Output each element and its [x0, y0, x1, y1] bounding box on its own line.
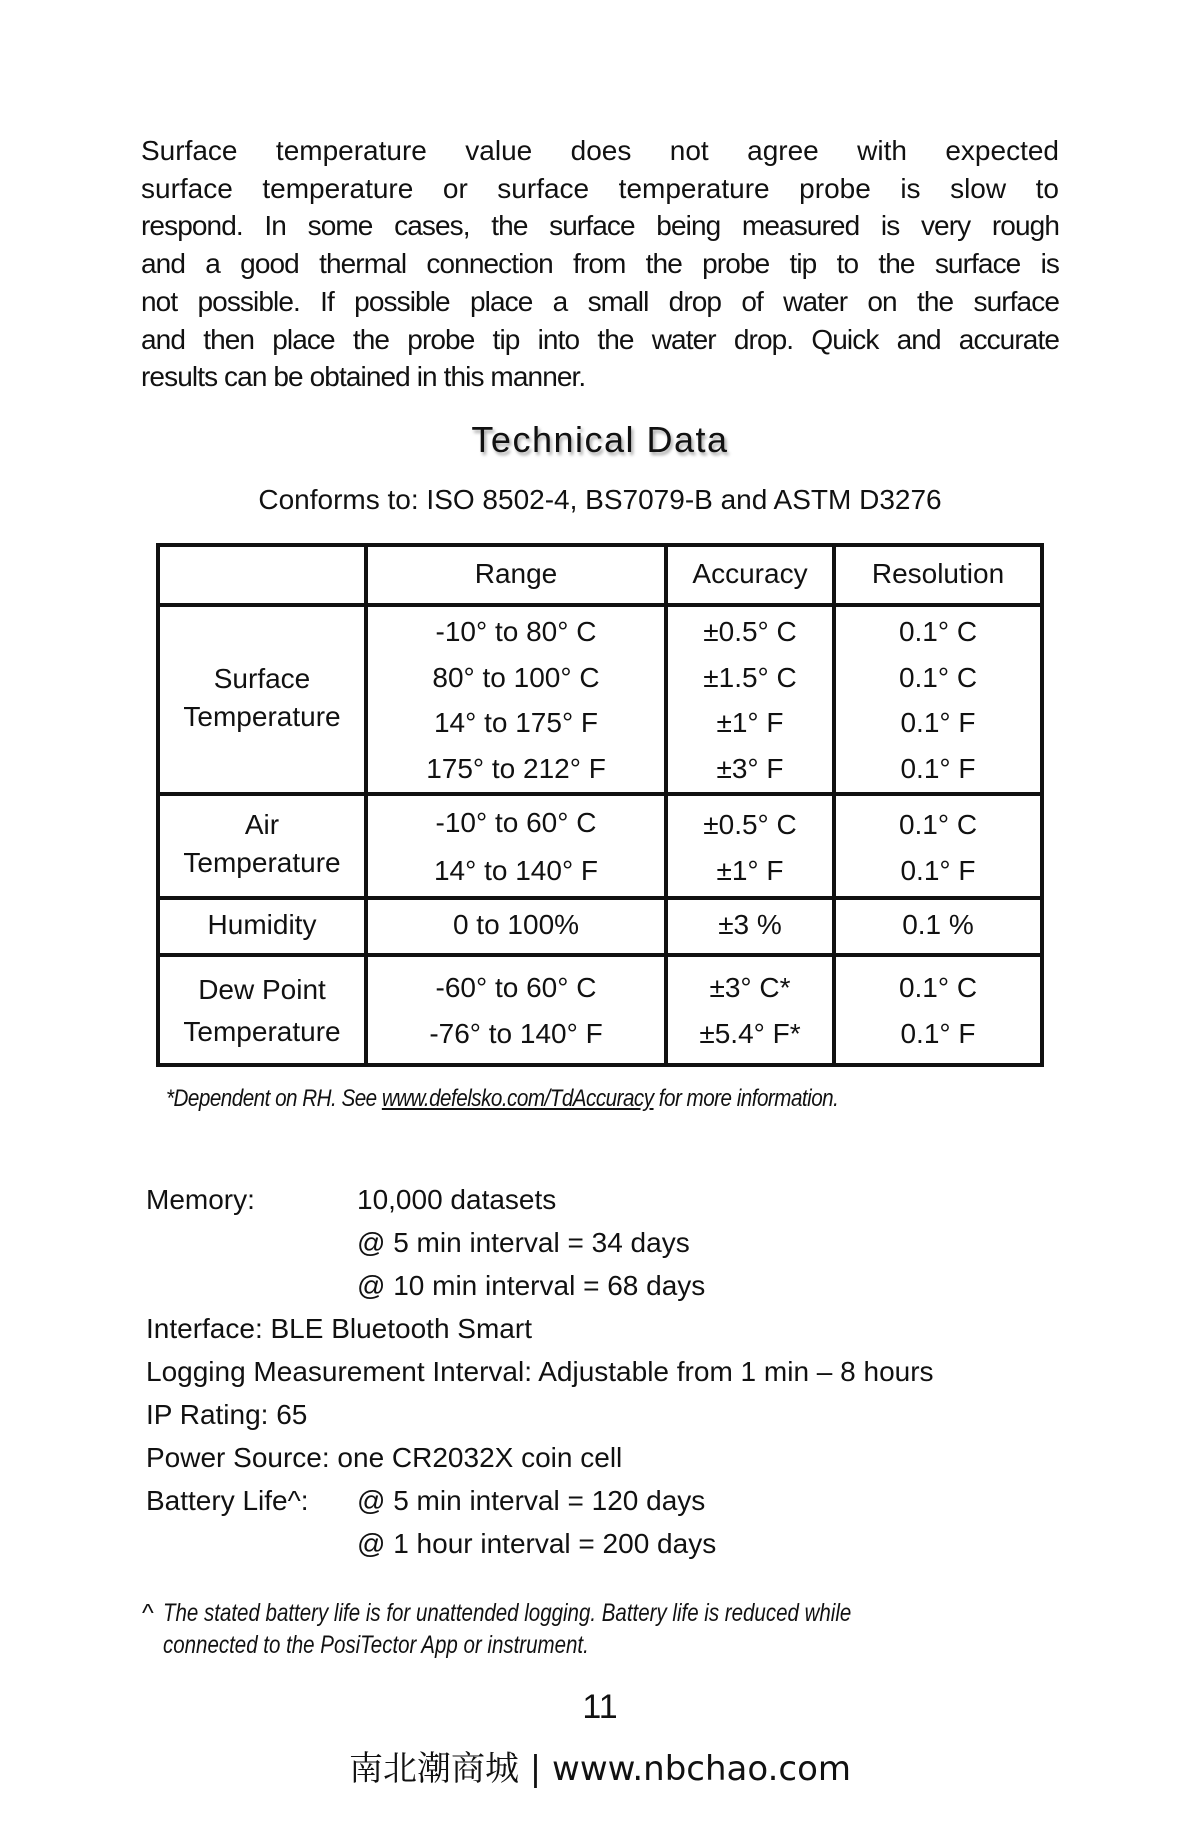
table-rule: [156, 792, 1044, 796]
table-value: 0.1° F: [900, 854, 976, 886]
table-border-top: [156, 543, 1044, 547]
range-cell: [368, 965, 664, 1056]
paragraph-line: and then place the probe tip into the water drop. Quick and accurate: [141, 323, 1059, 355]
paragraph-line: results can be obtained in this manner.: [141, 361, 586, 393]
spec-ip-rating: IP Rating: 65: [146, 1399, 308, 1430]
table-border-bottom: [156, 1063, 1044, 1067]
accuracy-cell: [668, 965, 832, 1056]
spec-value: @ 5 min interval = 120 days: [357, 1485, 706, 1516]
paragraph-line: Surface temperature value does not agree with expected: [141, 135, 1059, 166]
table-value: -10° to 80° C: [435, 616, 597, 647]
row-label-humidity: Humidity: [207, 909, 317, 940]
paragraph-line: respond. In some cases, the surface being measured is very rough: [141, 210, 1059, 242]
paragraph-line: not possible. If possible place a small drop of water on the surface: [141, 285, 1059, 317]
table-border-right: [1040, 543, 1044, 1067]
table-value: ±3° C*: [709, 972, 791, 1003]
paragraph-line: surface temperature or surface temperature probe is slow to: [141, 172, 1059, 204]
row-label-line: Air: [244, 809, 280, 840]
table-value: ±1.5° C: [703, 661, 797, 693]
table-value: 0.1° F: [900, 1017, 976, 1049]
table-value: 0.1° C: [898, 809, 978, 840]
spec-logging-interval: Logging Measurement Interval: Adjustable from 1 min – 8 hours: [146, 1356, 934, 1387]
table-value: 14° to 175° F: [433, 707, 599, 738]
table-value: -60° to 60° C: [435, 972, 597, 1003]
table-value: 175° to 212° F: [426, 752, 606, 784]
table-value: ±3° F: [716, 752, 784, 784]
dew-point-footnote: [166, 1085, 838, 1113]
table-value: 0 to 100%: [452, 909, 580, 940]
page-number: 11: [582, 1688, 618, 1726]
row-label-line: Temperature: [183, 701, 341, 732]
resolution-cell: [836, 965, 1040, 1056]
column-header-resolution: Resolution: [871, 558, 1005, 589]
table-value: ±0.5° C: [703, 809, 797, 840]
spec-value: 10,000 datasets: [357, 1184, 557, 1215]
table-value: ±0.5° C: [703, 616, 797, 647]
standards-conformance: Conforms to: ISO 8502-4, BS7079-B and ASTM D3276: [258, 484, 942, 515]
table-value: 80° to 100° C: [432, 661, 600, 693]
footnote-prefix: *Dependent on RH. See: [166, 1085, 382, 1112]
row-label-line: Surface: [213, 663, 311, 694]
spec-power-source: Power Source: one CR2032X coin cell: [146, 1442, 623, 1473]
section-title: Technical Data: [471, 419, 729, 460]
technical-data-table: [156, 543, 1041, 1063]
footnote-line: connected to the PosiTector App or instrument.: [163, 1631, 589, 1659]
table-value: 0.1° C: [898, 661, 978, 693]
table-value: -76° to 140° F: [429, 1017, 603, 1049]
row-label-air-temperature: [160, 806, 364, 882]
table-value: 0.1° C: [898, 616, 978, 647]
spec-label: Battery Life^:: [146, 1485, 309, 1516]
table-value: ±1° F: [716, 707, 784, 738]
troubleshooting-paragraph: [141, 132, 1059, 396]
range-cell: [368, 609, 664, 791]
resolution-cell: [836, 802, 1040, 893]
table-value: ±5.4° F*: [699, 1017, 801, 1049]
spec-value: @ 10 min interval = 68 days: [357, 1270, 706, 1301]
spec-label: Memory:: [146, 1184, 255, 1215]
site-watermark: 南北潮商城 | www.nbchao.com: [348, 1749, 851, 1789]
row-label-line: Dew Point: [198, 974, 326, 1005]
row-label-dew-point-temperature: [160, 969, 364, 1053]
footnote-line: The stated battery life is for unattended logging. Battery life is reduced while: [163, 1599, 852, 1627]
resolution-cell: [836, 609, 1040, 791]
row-label-line: Temperature: [183, 847, 341, 878]
table-rule: [156, 603, 1044, 607]
footnote-suffix: for more information.: [653, 1085, 839, 1112]
paragraph-line: and a good thermal connection from the probe tip to the surface is: [141, 248, 1059, 280]
row-label-surface-temperature: [160, 660, 364, 736]
footnote-body: [163, 1597, 851, 1661]
spec-value: @ 5 min interval = 34 days: [357, 1227, 690, 1258]
footnote-marker: ^: [142, 1599, 154, 1627]
table-value: 0.1 %: [902, 909, 974, 940]
spec-value: @ 1 hour interval = 200 days: [357, 1528, 717, 1559]
column-header-range: Range: [474, 558, 558, 589]
table-rule: [156, 896, 1044, 900]
table-value: 0.1° F: [900, 707, 976, 738]
accuracy-cell: [668, 802, 832, 893]
table-rule: [156, 953, 1044, 957]
td-accuracy-link[interactable]: www.defelsko.com/TdAccuracy: [381, 1085, 654, 1112]
table-value: 14° to 140° F: [433, 855, 599, 886]
range-cell: [368, 799, 664, 895]
table-value: ±1° F: [716, 854, 784, 886]
spec-memory: [146, 1178, 557, 1221]
column-header-accuracy: Accuracy: [692, 558, 808, 589]
table-value: 0.1° C: [898, 972, 978, 1003]
row-label-line: Temperature: [183, 1016, 341, 1047]
accuracy-cell: [668, 609, 832, 791]
table-value: ±3 %: [718, 909, 782, 940]
table-value: -10° to 60° C: [435, 807, 597, 838]
spec-interface: Interface: BLE Bluetooth Smart: [146, 1313, 532, 1344]
table-value: 0.1° F: [900, 752, 976, 784]
spec-battery-life: [146, 1479, 706, 1522]
